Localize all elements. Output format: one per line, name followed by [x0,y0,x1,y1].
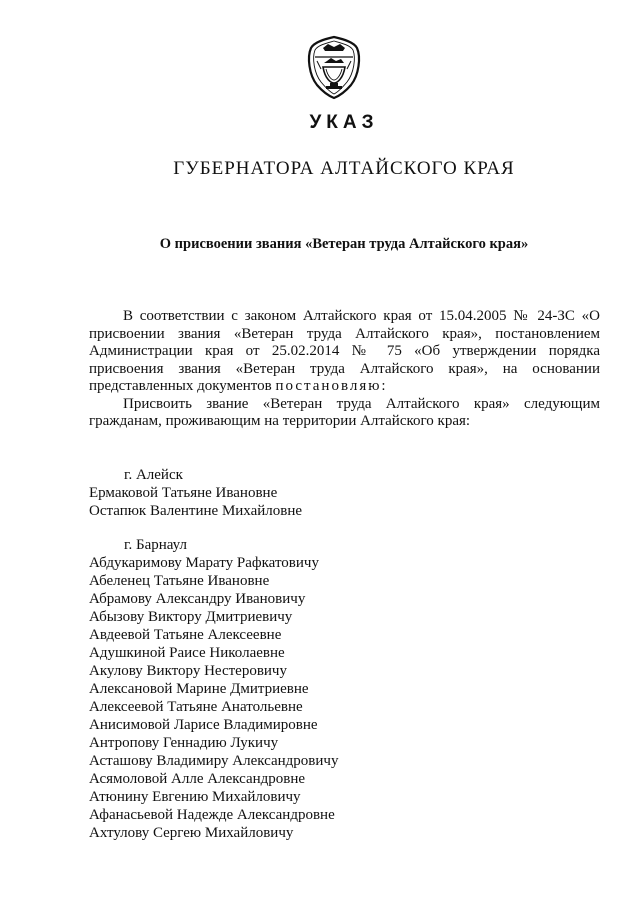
decree-body [89,308,600,431]
list-item: Ахтулову Сергею Михайловичу [89,825,294,841]
list-item: Алексеевой Татьяне Анатольевне [89,699,303,715]
list-item: Анисимовой Ларисе Владимировне [89,717,318,733]
decree-subject: О присвоении звания «Ветеран труда Алтайского края» [159,236,529,252]
list-item: Абызову Виктору Дмитриевичу [89,609,293,625]
city-name: г. Алейск [124,467,183,483]
list-item: Ермаковой Татьяне Ивановне [89,485,278,501]
decree-title: УКАЗ [309,112,379,133]
coat-of-arms-icon [301,31,367,101]
decree-paragraph-2: Присвоить звание «Ветеран труда Алтайского края» следующим гражданам, проживающим на территории Алтайского края: [89,395,600,429]
coat-of-arms-emblem [301,31,367,101]
list-item: Абеленец Татьяне Ивановне [89,573,270,589]
paragraph-1-resolution: постановляю: [275,378,388,394]
list-item: Абдукаримову Марату Рафкатовичу [89,555,319,571]
list-item: Алексановой Марине Дмитриевне [89,681,309,697]
recipients-list [89,466,600,858]
list-item: Атюнину Евгению Михайловичу [89,789,301,805]
list-item: Асташову Владимиру Александровичу [89,753,339,769]
decree-issuer: ГУБЕРНАТОРА АЛТАЙСКОГО КРАЯ [173,158,515,179]
list-item: Асямоловой Алле Александровне [89,771,306,787]
city-group-aleysk [89,466,600,520]
list-item: Остапюк Валентине Михайловне [89,503,303,519]
decree-paragraph-1 [89,308,600,396]
list-item: Акулову Виктору Нестеровичу [89,663,287,679]
list-item: Абрамову Александру Ивановичу [89,591,306,607]
list-item: Антропову Геннадию Лукичу [89,735,279,751]
city-name: г. Барнаул [124,537,187,553]
paragraph-1-main: В соответствии с законом Алтайского края от 15.04.2005 № 24-ЗС «О присвоении звания «Ветеран труда Алтайского края», постановлением Администрации края от 25.02.2014 № 75 «Об утверждении порядка присвоения звания «Ветеран труда Алтайского края», на основании представленных документов [89,308,600,394]
list-item: Авдеевой Татьяне Алексеевне [89,627,282,643]
list-item: Адушкиной Раисе Николаевне [89,645,285,661]
city-group-barnaul [89,536,600,842]
list-item: Афанасьевой Надежде Александровне [89,807,335,823]
